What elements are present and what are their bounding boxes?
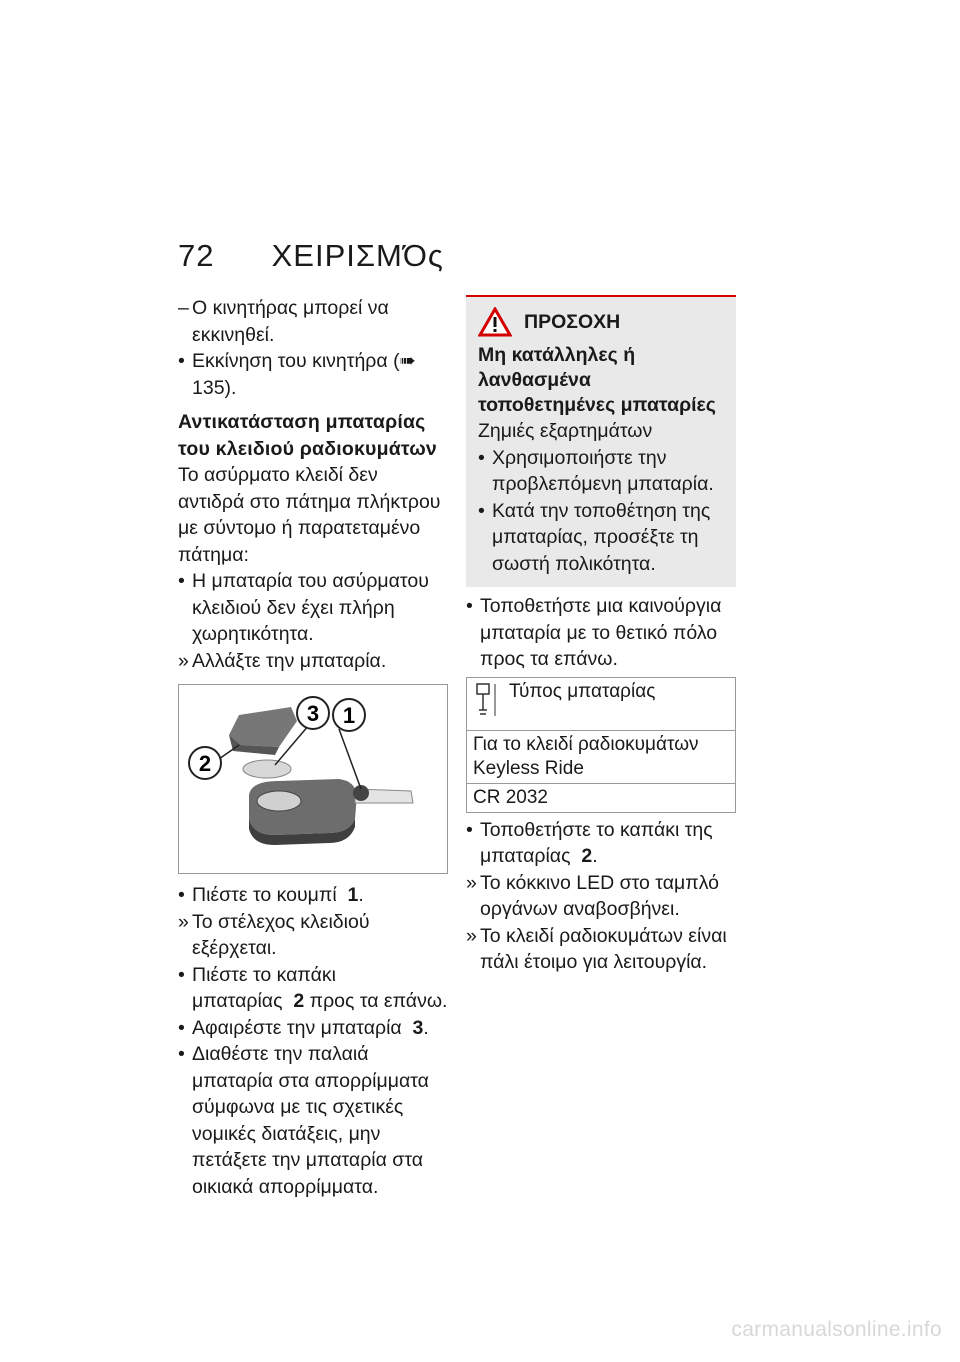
warning-triangle-icon [478,307,512,337]
intro-text: Το ασύρματο κλειδί δεν αντιδρά στο πάτημα πλήκτρου με σύντομο ή παρατεταμένο πάτημα: [178,464,441,566]
warning-bullet: • Κατά την τοποθέτηση της μπαταρίας, προσέξτε τη σωστή πολικότητα. [478,499,711,575]
callout-label-2: 2 [198,751,212,776]
watermark: carmanualsonline.info [731,1318,942,1341]
warning-title: ΠΡΟΣΟΧΗ [478,307,726,337]
callout-label-1: 1 [342,703,356,728]
step-item: • Τοποθετήστε μια καινούργια μπαταρία με το θετικό πόλο προς τα επάνω. [466,595,722,670]
callout-ref: 3 [412,1016,424,1039]
battery-cover-shape [229,707,297,747]
step-item: • Διαθέστε την παλαιά μπαταρία στα απορρίμματα σύμφωνα με τις σχετικές νομικές διατάξεις, μην πετάξετε την μπαταρία στα οικιακά απορρίμματα. [178,1043,429,1198]
warning-box [466,295,736,587]
warning-heading: Μη κατάλληλες ή λανθασμένα τοποθετημένες μπαταρίες [478,344,716,416]
step-item: • Αφαιρέστε την μπαταρία 3. [178,1016,429,1039]
warning-subtitle: Ζημιές εξαρτημάτων [478,420,653,442]
spec-description: Για το κλειδί ραδιοκυμάτων Keyless Ride [467,730,736,783]
callout-ref: 2 [293,990,305,1012]
bullet-item: • Εκκίνηση του κινητήρα (➠ 135). [178,350,416,399]
chapter-title: ΧΕΙΡΙΣΜΌς [271,238,444,273]
left-column [178,295,448,1200]
condition-item: • Η μπαταρία του ασύρματου κλειδιού δεν έχει πλήρη χωρητικότητα. [178,570,429,645]
result-item: – Ο κινητήρας μπορεί να εκκινηθεί. [178,297,389,346]
result-item: » Αλλάξτε την μπαταρία. [178,649,387,672]
warning-bullet: • Χρησιμοποιήστε την προβλεπόμενη μπαταρία. [478,446,714,495]
result-item: » Το στέλεχος κλειδιού εξέρχεται. [178,910,370,959]
result-item: » Το κλειδί ραδιοκυμάτων είναι πάλι έτοιμο για λειτουργία. [466,924,727,973]
page-header [178,238,444,274]
key-diagram-illustration [179,685,447,873]
step-item: • Πιέστε το καπάκι μπαταρίας 2 προς τα επάνω. [178,963,448,1012]
section-heading: Αντικατάσταση μπαταρίας του κλειδιού ραδιοκυμάτων [178,411,437,460]
battery-spec-table [466,677,736,813]
battery-coin-shape [243,760,291,778]
result-item: » Το κόκκινο LED στο ταμπλό οργάνων αναβοσβήνει. [466,871,719,920]
page-number: 72 [178,238,215,273]
step-item: • Πιέστε το κουμπί 1. [178,884,364,906]
key-battery-figure [178,684,448,874]
right-column [466,295,736,976]
callout-ref: 2 [581,845,593,867]
callout-label-3: 3 [306,701,320,726]
step-item: • Τοποθετήστε το καπάκι της μπαταρίας 2. [466,818,713,867]
callout-ref: 1 [347,884,359,906]
battery-spec-icon [473,680,499,720]
spec-value: CR 2032 [467,783,736,812]
spec-title: Τύπος μπαταρίας [509,680,656,702]
